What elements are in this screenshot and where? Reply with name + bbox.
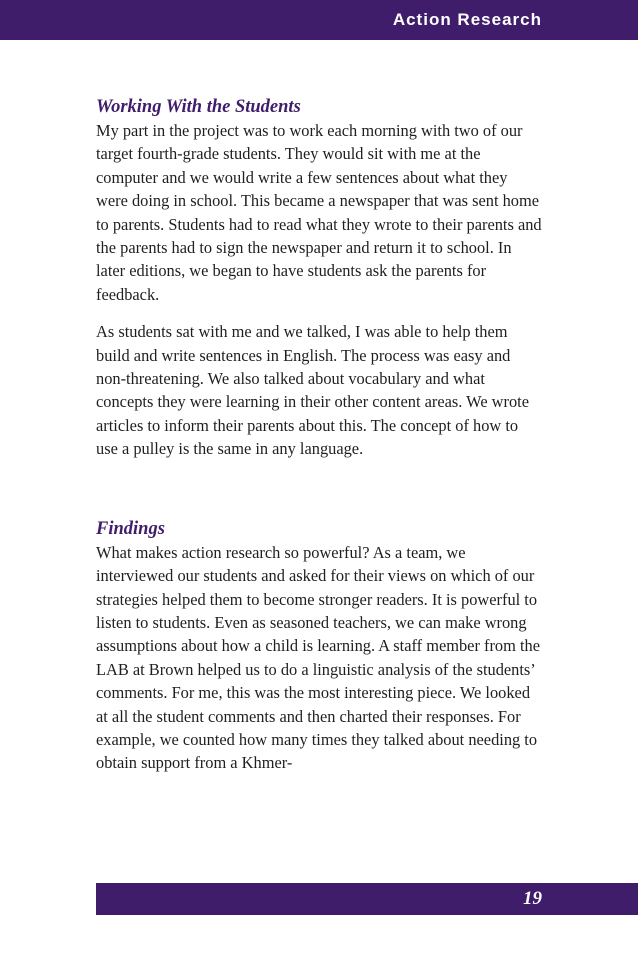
section-heading-working-with-students: Working With the Students [96,97,301,117]
header-band [0,0,638,40]
page-number: 19 [523,888,542,909]
section-heading-findings: Findings [96,518,165,539]
paragraph: What makes action research so powerful? As a team, we interviewed our students and asked for their views on which of our strategies helped them to become stronger readers. It is powerful to listen to students. Even as seasoned teachers, we can make wrong assumptions about how a child is learning. A staff member from the LAB at Brown helped us to do a linguistic analysis of the students’ comments. For me, this was the most interesting piece. We looked at all the student comments and then charted their responses. For example, we counted how many times they talked about needing to obtain support from a Khmer- [96,542,540,773]
running-header-title: Action Research [392,10,542,29]
section-spacer [96,461,542,517]
footer-band [96,883,638,915]
paragraph: My part in the project was to work each morning with two of our target fourth-grade students. They would sit with me at the computer and we would write a few sentences about what they were doing in school. This became a newspaper that was sent home to parents. Students had to read what they wrote to their parents and the parents had to sign the newspaper and return it to school. In later editions, we began to have students ask the parents for feedback. [96,121,542,304]
paragraph: As students sat with me and we talked, I was able to help them build and write sentences in English. The process was easy and non-threatening. We also talked about vocabulary and what concepts they were learning in their other content areas. We wrote articles to inform their parents about this. The concept of how to use a pulley is the same in any language. [96,322,530,459]
page-content [96,95,542,775]
